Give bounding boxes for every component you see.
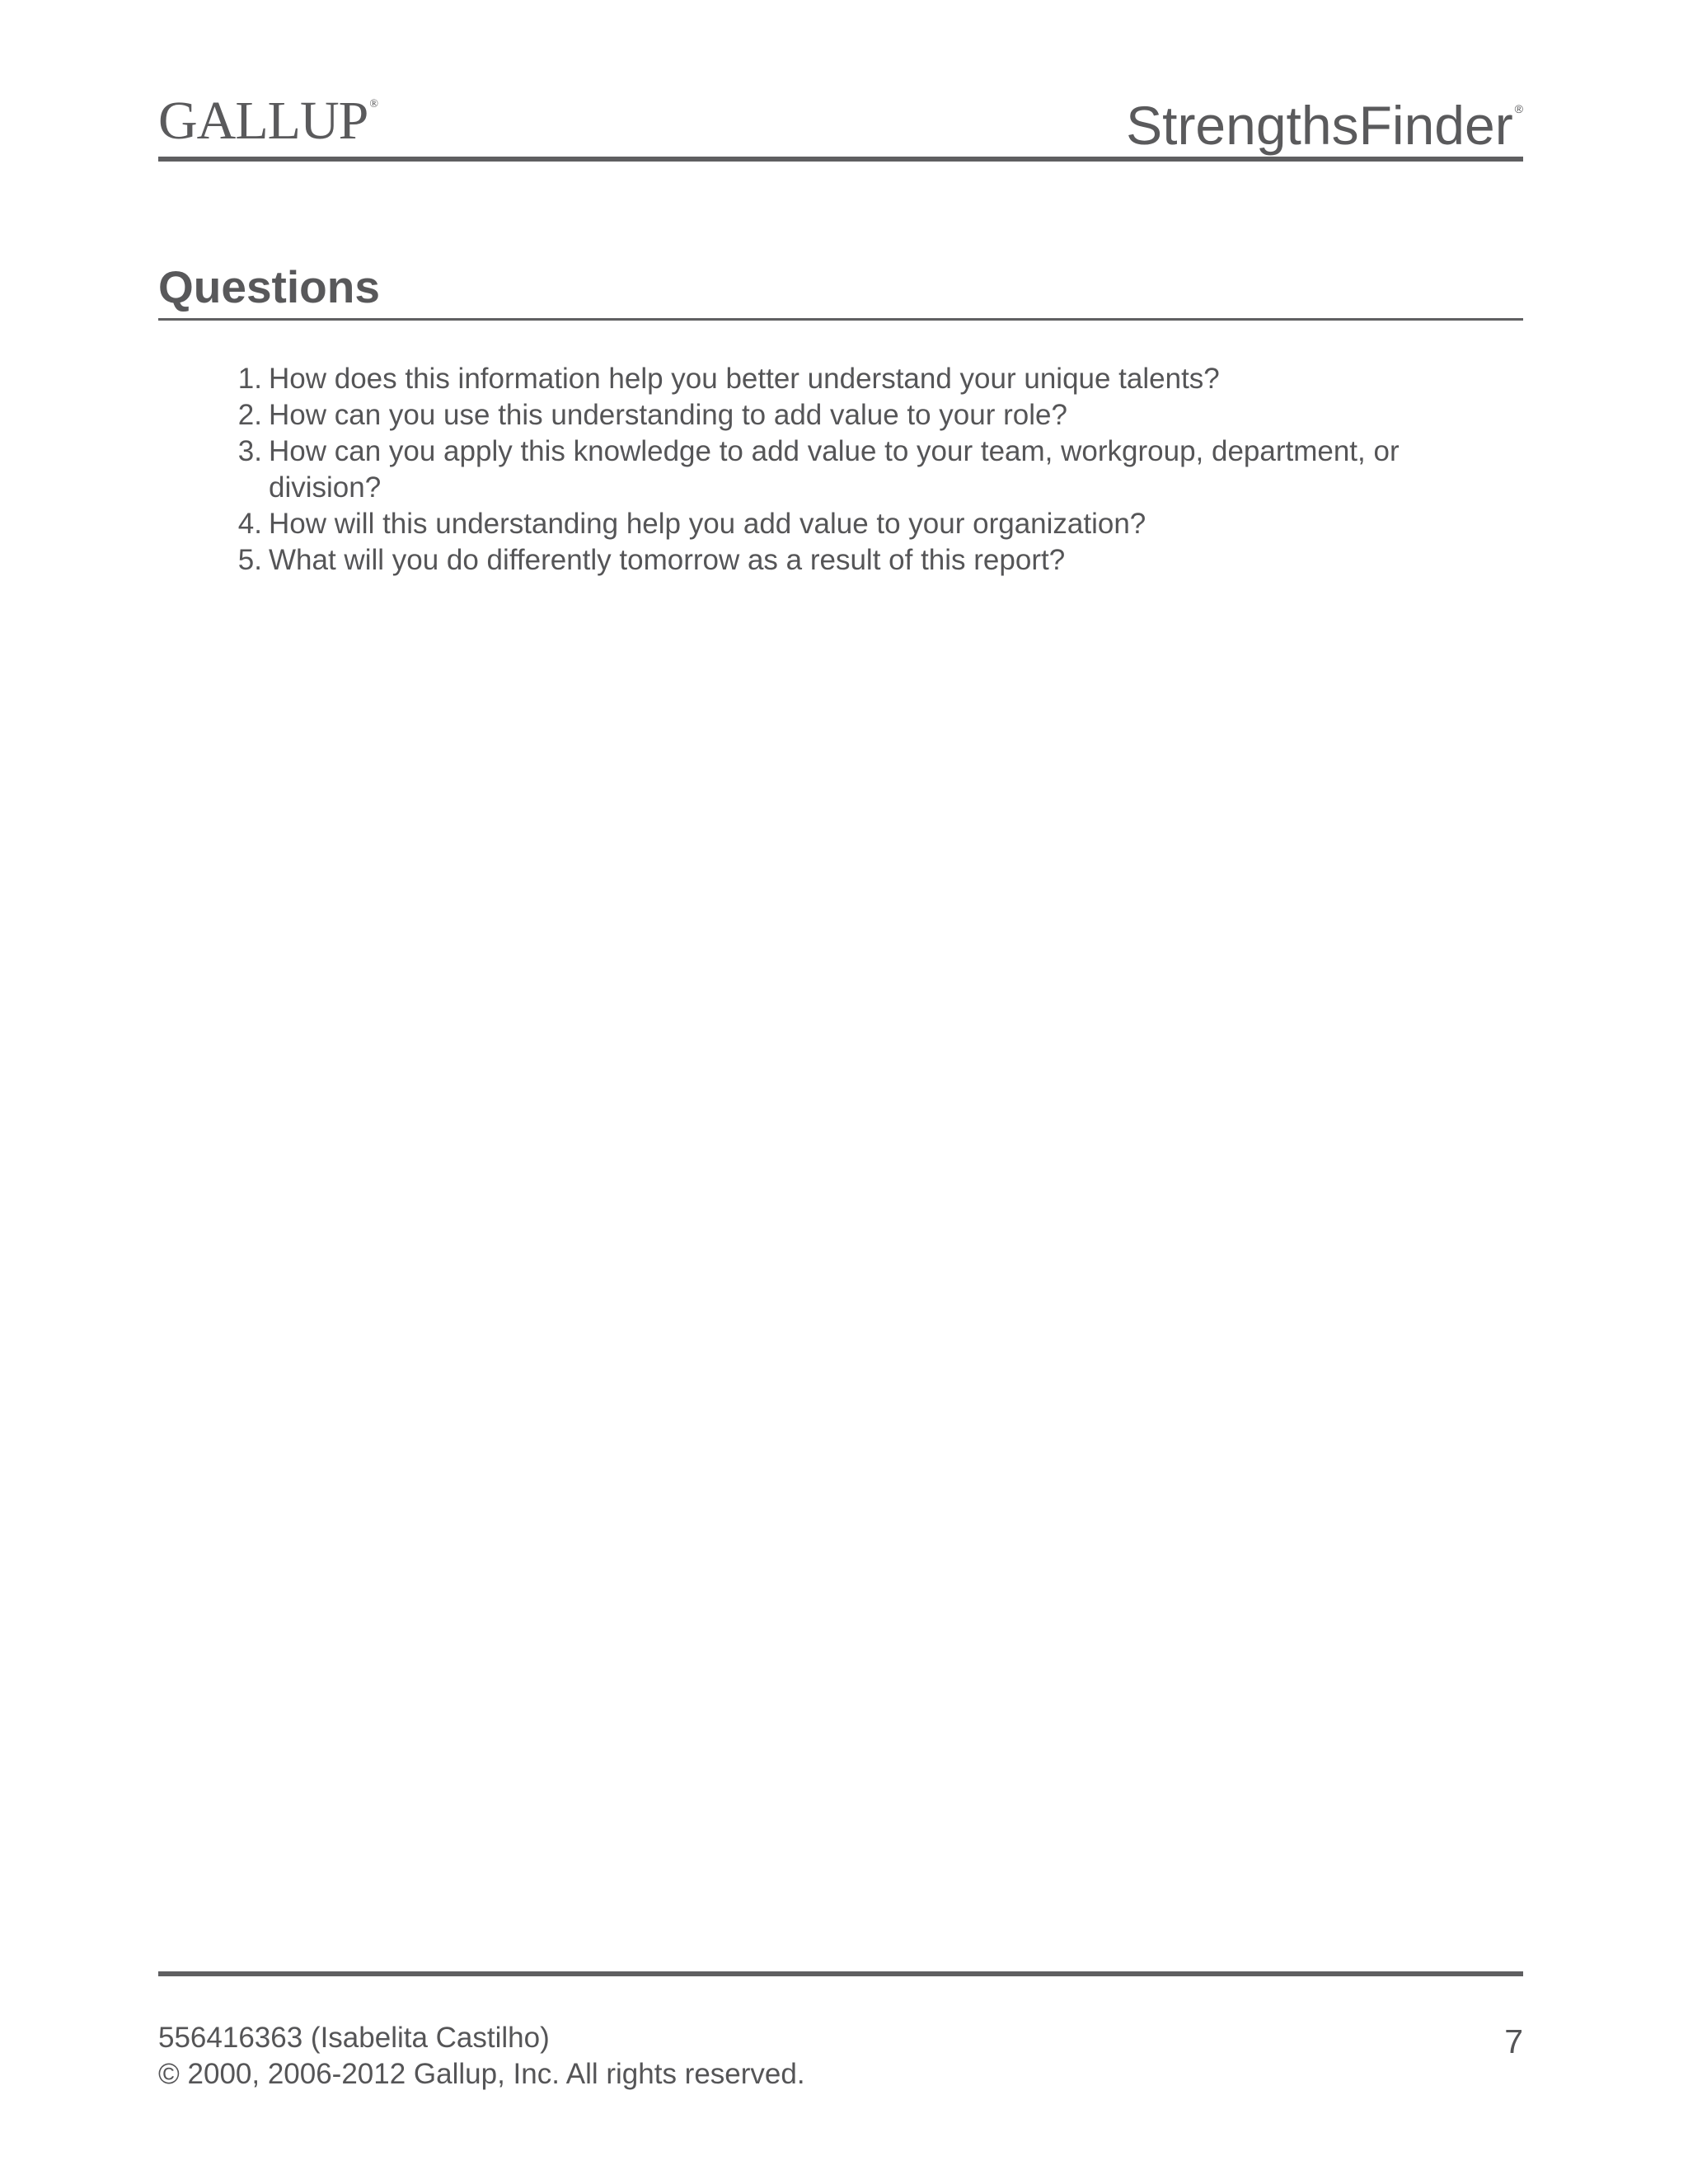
footer-id-line: 556416363 (Isabelita Castilho) [158,2022,550,2054]
question-item [237,506,1472,542]
question-number: 2. [237,399,262,431]
registered-mark: ® [1514,102,1523,115]
question-text: How does this information help you better understand your unique talents? [269,363,1220,395]
page-number: 7 [1504,2022,1523,2060]
strengthsfinder-logo [1126,76,1523,158]
registered-mark: ® [369,98,377,110]
question-number: 3. [237,435,262,467]
gallup-logo-text: GALLUP [158,91,368,151]
question-item [237,542,1472,579]
strengthsfinder-logo-text: StrengthsFinder [1126,95,1513,156]
section-title: Questions [158,261,380,312]
section-divider [158,318,1523,321]
question-text: How can you apply this knowledge to add value to your team, workgroup, department, or division? [269,435,1400,504]
question-text: How can you use this understanding to add value to your role? [269,399,1067,431]
footer-copyright: © 2000, 2006-2012 Gallup, Inc. All rights reserved. [158,2058,805,2090]
question-item [237,361,1472,397]
page-header [158,76,1523,158]
question-text: How will this understanding help you add value to your organization? [269,508,1146,540]
gallup-logo [158,76,377,150]
question-number: 1. [237,363,262,395]
footer-divider [158,1971,1523,1976]
header-divider [158,157,1523,162]
question-item [237,397,1472,434]
question-number: 4. [237,508,262,540]
question-item [237,434,1472,506]
question-text: What will you do differently tomorrow as a result of this report? [269,544,1066,576]
question-number: 5. [237,544,262,576]
questions-list [237,361,1472,579]
